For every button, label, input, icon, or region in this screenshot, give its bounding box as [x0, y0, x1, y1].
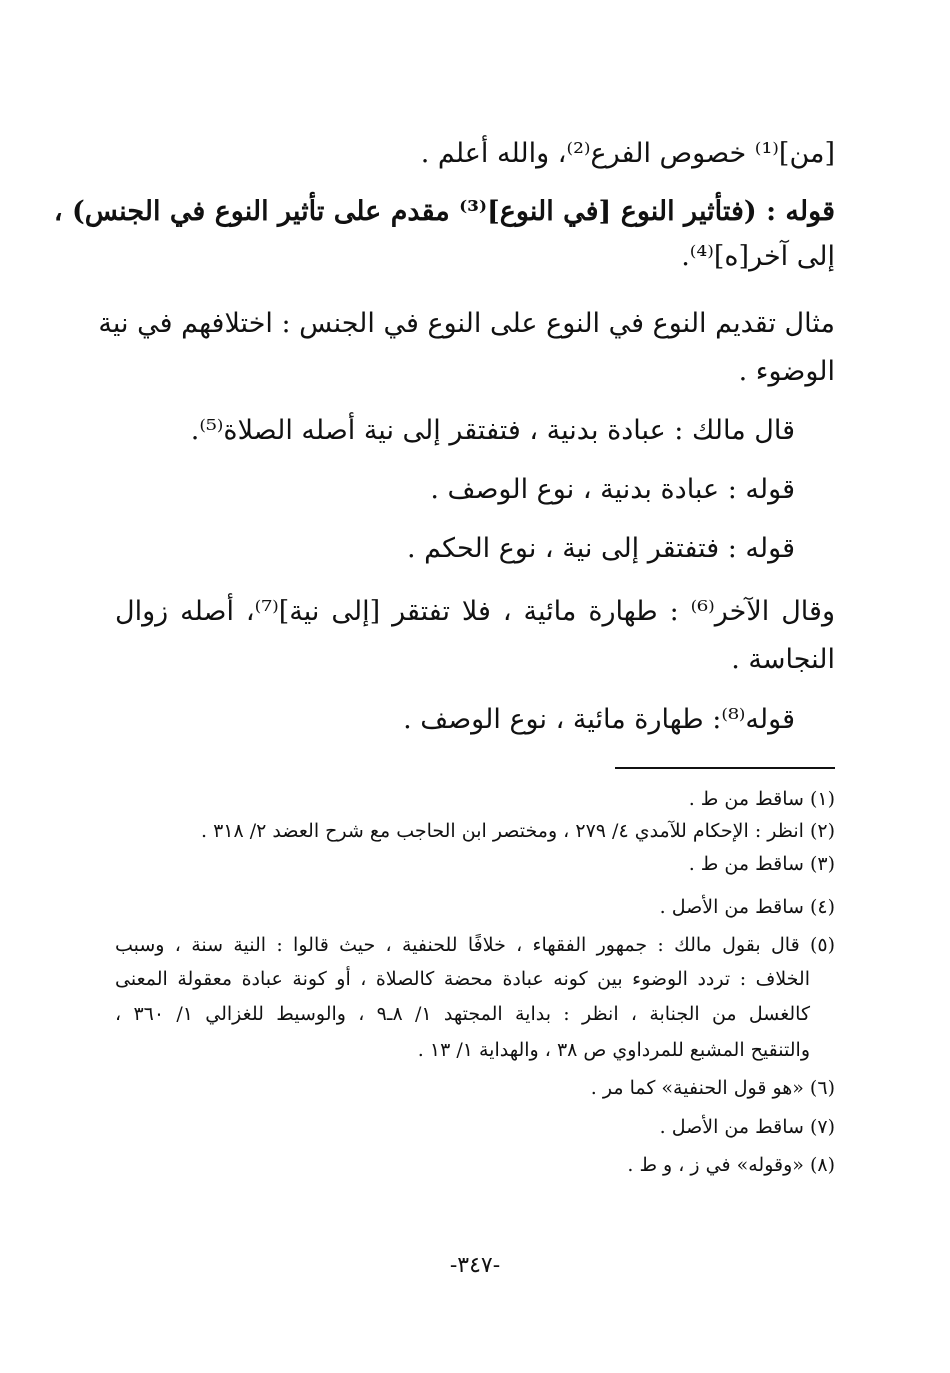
footnote: (٥) قال بقول مالك : جمهور الفقهاء ، خلافًا للحنفية ، حيث قالوا : النية سنة ، وسبب	[115, 934, 835, 956]
text-line: قوله : فتفتقر إلى نية ، نوع الحكم .	[406, 533, 795, 564]
text-line: الوضوء .	[738, 356, 835, 387]
quoted-heading-line: قوله : (فتأثير النوع [في النوع]⁽³⁾ مقدم على تأثير النوع في الجنس) ،	[53, 196, 835, 227]
text-line: [من]⁽¹⁾ خصوص الفرع⁽²⁾، والله أعلم .	[420, 138, 835, 169]
footnote-continuation: والتنقيح المشبع للمرداوي ص ٣٨ ، والهداية ١/ ١٣ .	[417, 1039, 810, 1061]
text-line: قوله : عبادة بدنية ، نوع الوصف .	[430, 474, 795, 505]
footnote-continuation: الخلاف : تردد الوضوء بين كونه عبادة محضة كالصلاة ، أو كونة عبادة معقولة المعنى	[115, 968, 810, 990]
footnote-continuation: كالغسل من الجنابة ، انظر : بداية المجتهد ١/ ٨ـ٩ ، والوسيط للغزالي ١/ ٣٦٠ ،	[115, 1003, 811, 1025]
text-line: إلى آخر[ه]⁽⁴⁾.	[681, 241, 835, 272]
footnote: (٦) «هو قول الحنفية» كما مر .	[590, 1077, 835, 1099]
footnote-separator	[615, 767, 835, 769]
footnote: (٣) ساقط من ط .	[688, 853, 835, 875]
text-line: مثال تقديم النوع في النوع على النوع في الجنس : اختلافهم في نية	[98, 308, 835, 339]
footnote: (٧) ساقط من الأصل .	[659, 1116, 835, 1138]
text-line: قال مالك : عبادة بدنية ، فتفتقر إلى نية أصله الصلاة⁽⁵⁾.	[190, 415, 795, 446]
footnote: (١) ساقط من ط .	[688, 788, 835, 810]
text-line: قوله⁽⁸⁾: طهارة مائية ، نوع الوصف .	[403, 704, 795, 735]
footnote: (٤) ساقط من الأصل .	[659, 896, 835, 918]
footnote: (٨) «وقوله» في ز ، و ط .	[627, 1154, 835, 1176]
footnote: (٢) انظر : الإحكام للآمدي ٤/ ٢٧٩ ، ومختصر ابن الحاجب مع شرح العضد ٢/ ٣١٨ .	[201, 820, 835, 842]
text-line: وقال الآخر⁽⁶⁾ : طهارة مائية ، فلا تفتقر [إلى نية]⁽⁷⁾، أصله زوال	[115, 596, 835, 627]
page-number: -٣٤٧-	[449, 1253, 501, 1278]
text-line: النجاسة .	[731, 644, 835, 675]
